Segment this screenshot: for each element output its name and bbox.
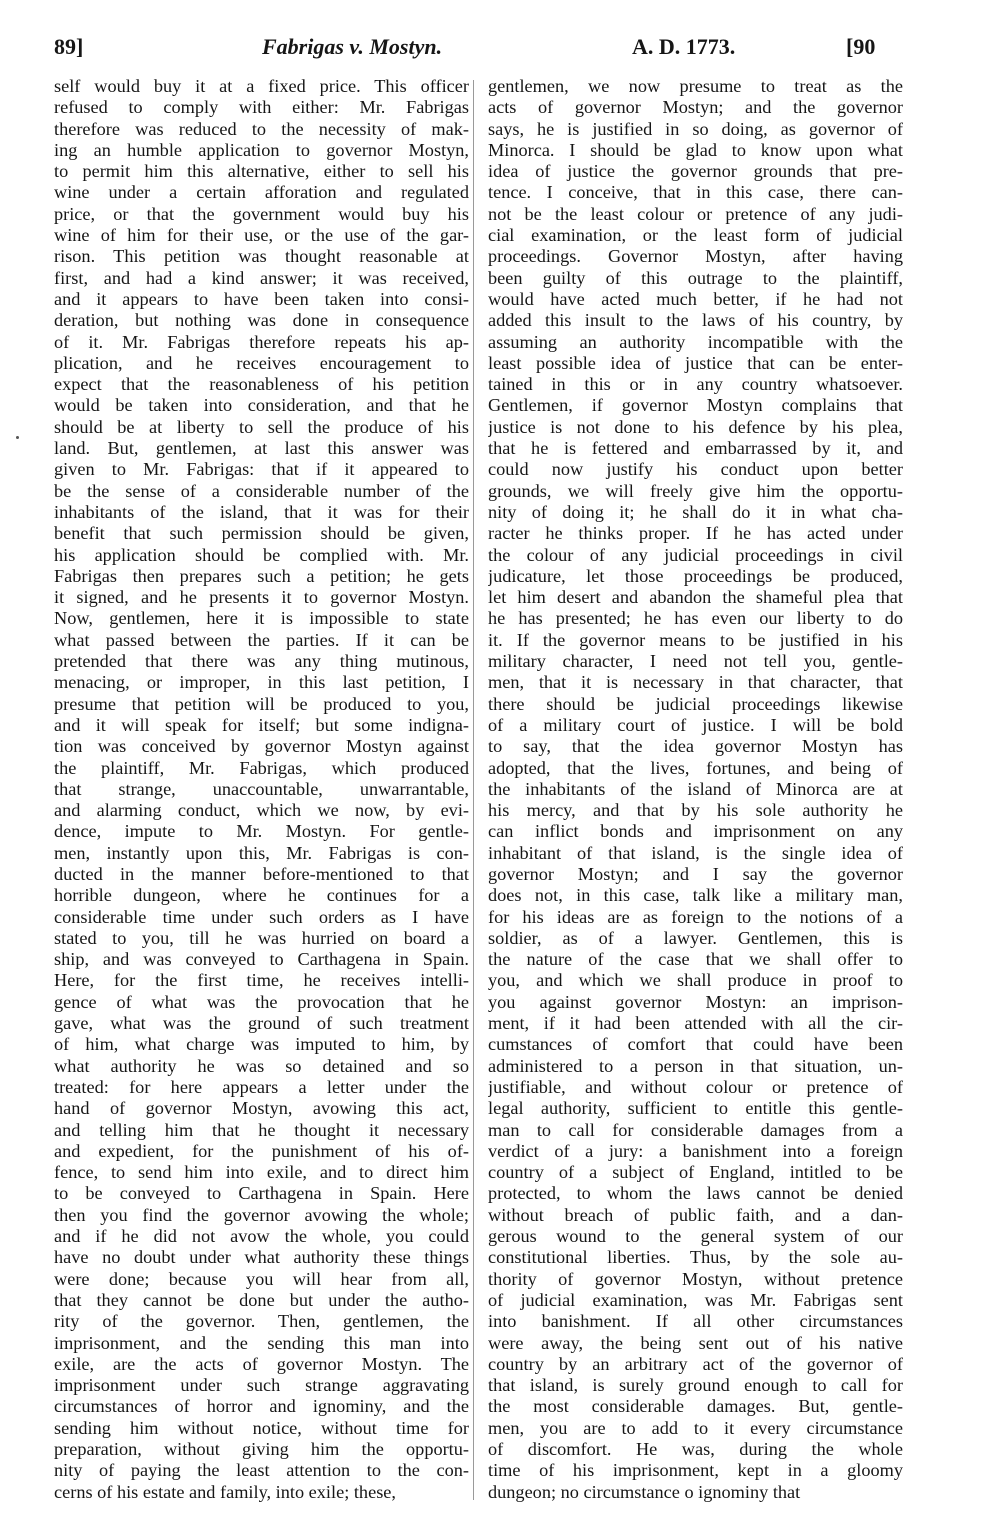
text-line: added this insult to the laws of his country, by — [488, 310, 903, 331]
text-line: that he is fettered and embarrassed by it, and — [488, 438, 903, 459]
text-line: legal authority, sufficient to entitle this gentle- — [488, 1098, 903, 1119]
text-line: verdict of a jury: a banishment into a foreign — [488, 1140, 903, 1161]
text-line: expect that the reasonableness of his petition — [54, 374, 469, 395]
text-line: to be conveyed to Carthagena in Spain. Here — [54, 1183, 469, 1204]
text-line: rison. This petition was thought reasonable at — [54, 246, 469, 267]
text-line: of it. Mr. Fabrigas therefore repeats his ap- — [54, 331, 469, 352]
text-line: be the sense of a considerable number of the — [54, 480, 469, 501]
text-line: man to call for considerable damages from a — [488, 1119, 903, 1140]
text-line: wine of him for their use, or the use of the gar- — [54, 225, 469, 246]
text-line: of him, what charge was imputed to him, by — [54, 1034, 469, 1055]
text-line: men, you are to add to it every circumstance — [488, 1417, 903, 1438]
text-line: would have acted much better, if he had not — [488, 288, 903, 309]
text-line: tained in this or in any country whatsoever. — [488, 374, 903, 395]
text-line: of discomfort. He was, during the whole — [488, 1439, 903, 1459]
text-line: and it will speak for itself; but some indigna- — [54, 714, 469, 735]
text-line: plication, and he receives encouragement to — [54, 352, 469, 373]
text-line: least possible idea of justice that can be enter- — [488, 352, 903, 373]
text-line: of a military court of justice. I will be bold — [488, 714, 903, 735]
text-line: to say, that the idea governor Mostyn has — [488, 736, 903, 757]
text-line: cumstances of comfort that could have been — [488, 1034, 903, 1055]
column-divider — [473, 80, 474, 1500]
text-line: refused to comply with either: Mr. Fabrigas — [54, 97, 469, 118]
text-line: inhabitants of the island, that it was for their — [54, 501, 469, 522]
text-line: Fabrigas then prepares such a petition; he gets — [54, 565, 469, 586]
text-line: could now justify his conduct upon better — [488, 459, 903, 480]
text-line: what authority he was so detained and so — [54, 1055, 469, 1076]
text-line: stated to you, till he was hurried on board a — [54, 927, 469, 948]
text-line: horrible dungeon, where he continues for a — [54, 885, 469, 906]
text-line: deration, but nothing was done in consequence — [54, 310, 469, 331]
text-line: imprisonment under such strange aggravating — [54, 1375, 469, 1396]
text-line: without breach of public faith, and a dan- — [488, 1204, 903, 1225]
text-line: tence. I conceive, that in this case, there can- — [488, 182, 903, 203]
text-line: grounds, we will freely give him the opportu- — [488, 480, 903, 501]
text-line: Now, gentlemen, here it is impossible to state — [54, 608, 469, 629]
text-line: gerous wound to the general system of our — [488, 1226, 903, 1247]
page-number-right: [90 — [846, 34, 876, 59]
text-line: let him desert and abandon the shameful plea that — [488, 587, 903, 608]
text-line: that island, is surely ground enough to call for — [488, 1375, 903, 1396]
text-line: therefore was reduced to the necessity of mak- — [54, 118, 469, 139]
text-line: presume that petition will be produced to you, — [54, 693, 469, 714]
text-line: and expedient, for the punishment of his of- — [54, 1140, 469, 1161]
text-line: says, he is justified in so doing, as governor of — [488, 118, 903, 139]
text-line: it signed, and he presents it to governor Mostyn. — [54, 587, 469, 608]
text-line: menacing, or improper, in this last petition, I — [54, 672, 469, 693]
text-line: does not, in this case, talk like a military man, — [488, 885, 903, 906]
text-line: land. But, gentlemen, at last this answer was — [54, 438, 469, 459]
text-line: ment, if it had been attended with all the cir- — [488, 1013, 903, 1034]
text-line: men, instantly upon this, Mr. Fabrigas is con- — [54, 842, 469, 863]
text-line: acts of governor Mostyn; and the governor — [488, 97, 903, 118]
text-line: gentlemen, we now presume to treat as the — [488, 76, 903, 96]
text-line: tion was conceived by governor Mostyn against — [54, 736, 469, 757]
text-line: preparation, without giving him the opportu- — [54, 1439, 469, 1459]
text-line: can inflict bonds and imprisonment on any — [488, 821, 903, 842]
text-line: you against governor Mostyn: an imprison- — [488, 991, 903, 1012]
text-line: considerable time under such orders as I have — [54, 906, 469, 927]
text-line: dungeon; no circumstance o ignominy that — [488, 1481, 801, 1502]
text-line: self would buy it at a fixed price. This officer — [54, 76, 469, 96]
text-line: wine under a certain afforation and regulated — [54, 182, 469, 203]
text-line: benefit that such permission should be given, — [54, 523, 469, 544]
text-line: circumstances of horror and ignominy, and the — [54, 1396, 469, 1417]
year: A. D. 1773. — [632, 34, 736, 59]
text-line: rity of the governor. Then, gentlemen, the — [54, 1311, 469, 1332]
text-line: racter he thinks proper. If he has acted under — [488, 523, 903, 544]
text-line: Minorca. I should be glad to know upon what — [488, 139, 903, 160]
text-line: were away, the being sent out of his native — [488, 1332, 903, 1353]
text-line: fence, to send him into exile, and to direct him — [54, 1162, 469, 1183]
text-line: gave, what was the ground of such treatment — [54, 1013, 469, 1034]
text-line: of judicial examination, was Mr. Fabrigas sent — [488, 1289, 903, 1310]
text-line: you, and which we shall produce in proof to — [488, 970, 903, 991]
text-line: the colour of any judicial proceedings in civil — [488, 544, 903, 565]
text-line: and telling him that he thought it necessary — [54, 1119, 469, 1140]
text-line: justifiable, and without colour or pretence of — [488, 1076, 903, 1097]
text-line: sending him without notice, without time for — [54, 1417, 469, 1438]
text-line: inhabitant of that island, is the single idea of — [488, 842, 903, 863]
text-line: Gentlemen, if governor Mostyn complains that — [488, 395, 903, 416]
scan-speck — [16, 436, 19, 439]
text-line: the plaintiff, Mr. Fabrigas, which produced — [54, 757, 469, 778]
text-line: Here, for the first time, he receives intelli- — [54, 970, 469, 991]
text-line: thority of governor Mostyn, without pretence — [488, 1268, 903, 1289]
text-line: should be at liberty to sell the produce of his — [54, 416, 469, 437]
text-line: and if he did not avow the whole, you could — [54, 1226, 469, 1247]
text-line: assuming an authority incompatible with the — [488, 331, 903, 352]
text-line: given to Mr. Fabrigas: that if it appeared to — [54, 459, 469, 480]
text-line: first, and had a kind answer; it was received, — [54, 267, 469, 288]
text-line: country by an arbitrary act of the governor of — [488, 1353, 903, 1374]
text-line: his application should be complied with. Mr. — [54, 544, 469, 565]
text-line: pretended that there was any thing mutinous, — [54, 651, 469, 672]
text-line: then you find the governor avowing the whole; — [54, 1204, 469, 1225]
running-header — [34, 34, 906, 64]
text-line: there should be judicial proceedings likewise — [488, 693, 903, 714]
text-line: and alarming conduct, which we now, by evi- — [54, 800, 469, 821]
text-line: the most considerable damages. But, gentle- — [488, 1396, 903, 1417]
right-column — [488, 76, 903, 1506]
text-line: hand of governor Mostyn, avowing this act, — [54, 1098, 469, 1119]
text-line: men, that it is necessary in that character, that — [488, 672, 903, 693]
text-line: were done; because you will hear from all, — [54, 1268, 469, 1289]
text-line: proceedings. Governor Mostyn, after having — [488, 246, 903, 267]
text-line: nity of paying the least attention to the con- — [54, 1460, 469, 1481]
text-line: it. If the governor means to be justified in his — [488, 629, 903, 650]
text-line: nity of doing it; he shall do it in what cha- — [488, 501, 903, 522]
text-line: what passed between the parties. If it can be — [54, 629, 469, 650]
left-column — [54, 76, 469, 1506]
text-line: cial examination, or the least form of judicial — [488, 225, 903, 246]
text-line: that strange, unaccountable, unwarrantable, — [54, 778, 469, 799]
text-line: imprisonment, and the sending this man into — [54, 1332, 469, 1353]
text-line: protected, to whom the laws cannot be denied — [488, 1183, 903, 1204]
text-line: ing an humble application to governor Mostyn, — [54, 139, 469, 160]
text-line: he has presented; he has even our liberty to do — [488, 608, 903, 629]
text-line: the nature of the case that we shall offer to — [488, 949, 903, 970]
text-line: have no doubt under what authority these things — [54, 1247, 469, 1268]
text-line: governor Mostyn; and I say the governor — [488, 863, 903, 884]
page-number-left: 89] — [54, 34, 84, 59]
text-line: and it appears to have been taken into consi- — [54, 288, 469, 309]
text-line: idea of justice the governor grounds that pre- — [488, 161, 903, 182]
case-title: Fabrigas v. Mostyn. — [262, 34, 443, 59]
text-line: that they cannot be done but under the autho- — [54, 1289, 469, 1310]
text-line: gence of what was the provocation that he — [54, 991, 469, 1012]
text-line: adopted, that the lives, fortunes, and being of — [488, 757, 903, 778]
text-line: been guilty of this outrage to the plaintiff, — [488, 267, 903, 288]
text-line: ship, and was conveyed to Carthagena in Spain. — [54, 949, 469, 970]
text-line: price, or that the government would buy his — [54, 203, 469, 224]
text-line: soldier, as of a lawyer. Gentlemen, this is — [488, 927, 903, 948]
text-line: ducted in the manner before-mentioned to that — [54, 863, 469, 884]
text-line: not be the least colour or pretence of any judi- — [488, 203, 903, 224]
text-line: judicature, let those proceedings be produced, — [488, 565, 903, 586]
text-line: country of a subject of England, intitled to be — [488, 1162, 903, 1183]
text-line: to permit him this alternative, either to sell his — [54, 161, 469, 182]
text-line: into banishment. If all other circumstances — [488, 1311, 903, 1332]
text-line: for his ideas are as foreign to the notions of a — [488, 906, 903, 927]
text-line: constitutional liberties. Thus, by the sole au- — [488, 1247, 903, 1268]
text-line: treated: for here appears a letter under the — [54, 1076, 469, 1097]
text-line: justice is not done to his defence by his plea, — [488, 416, 903, 437]
text-line: dence, impute to Mr. Mostyn. For gentle- — [54, 821, 469, 842]
text-line: the inhabitants of the island of Minorca are at — [488, 778, 903, 799]
text-line: time of his imprisonment, kept in a gloomy — [488, 1460, 903, 1481]
text-line: administered to a person in that situation, un- — [488, 1055, 903, 1076]
text-line: his mercy, and that by his sole authority he — [488, 800, 903, 821]
text-line: would be taken into consideration, and that he — [54, 395, 469, 416]
text-line: military character, I need not tell you, gentle- — [488, 651, 903, 672]
text-line: cerns of his estate and family, into exile; these, — [54, 1481, 396, 1502]
text-line: exile, are the acts of governor Mostyn. The — [54, 1353, 469, 1374]
